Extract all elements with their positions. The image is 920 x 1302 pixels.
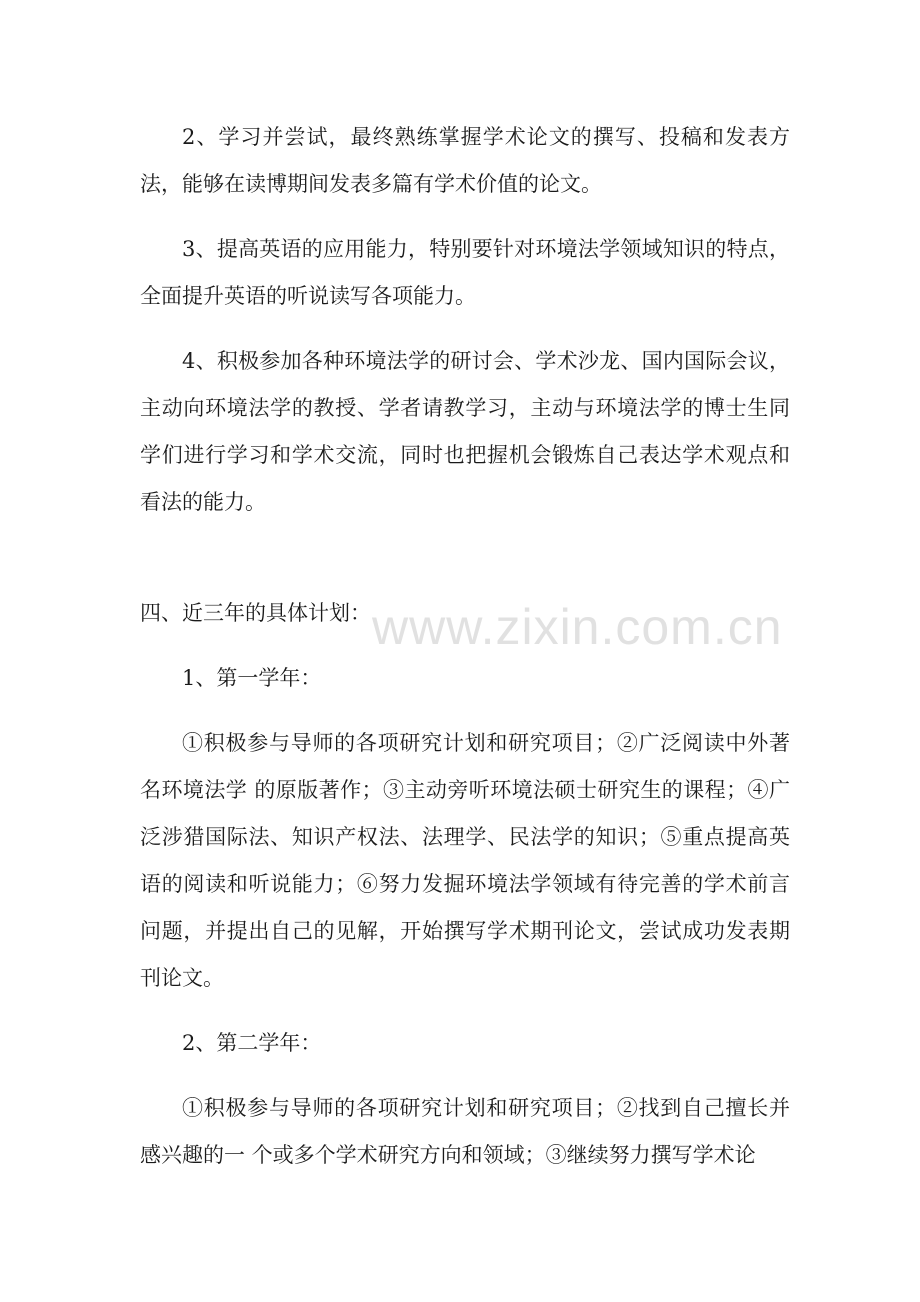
year2-text: ①积极参与导师的各项研究计划和研究项目；②找到自己擅长并感兴趣的一 个或多个学术研究方向和领域；③继续努力撰写学术论 bbox=[140, 1096, 790, 1167]
document-body bbox=[140, 114, 790, 1179]
paragraph-goal-2: 2、学习并尝试，最终熟练掌握学术论文的撰写、投稿和发表方法，能够在读博期间发表多篇有学术价值的论文。 bbox=[140, 125, 790, 196]
year1-label: 1、第一学年： bbox=[182, 666, 322, 690]
year1-text: ①积极参与导师的各项研究计划和研究项目；②广泛阅读中外著名环境法学 的原版著作；③主动旁听环境法硕士研究生的课程；④广泛涉猎国际法、知识产权法、法理学、民法学的知识；⑤重点提高英语的阅读和听说能力；⑥努力发掘环境法学领域有待完善的学术前言问题，并提出自己的见解，开始撰写学术期刊论文，尝试成功发表期刊论文。 bbox=[140, 731, 790, 990]
year2-label: 2、第二学年： bbox=[182, 1031, 322, 1055]
paragraph-goal-3: 3、提高英语的应用能力，特别要针对环境法学领域知识的特点，全面提升英语的听说读写各项能力。 bbox=[140, 237, 790, 308]
paragraph-goal-4: 4、积极参加各种环境法学的研讨会、学术沙龙、国内国际会议，主动向环境法学的教授、学者请教学习，主动与环境法学的博士生同学们进行学习和学术交流，同时也把握机会锻炼自己表达学术观点和看法的能力。 bbox=[140, 349, 790, 514]
section-heading: 四、近三年的具体计划： bbox=[140, 601, 371, 625]
watermark-text: www.zixin.com.cn bbox=[372, 599, 783, 655]
